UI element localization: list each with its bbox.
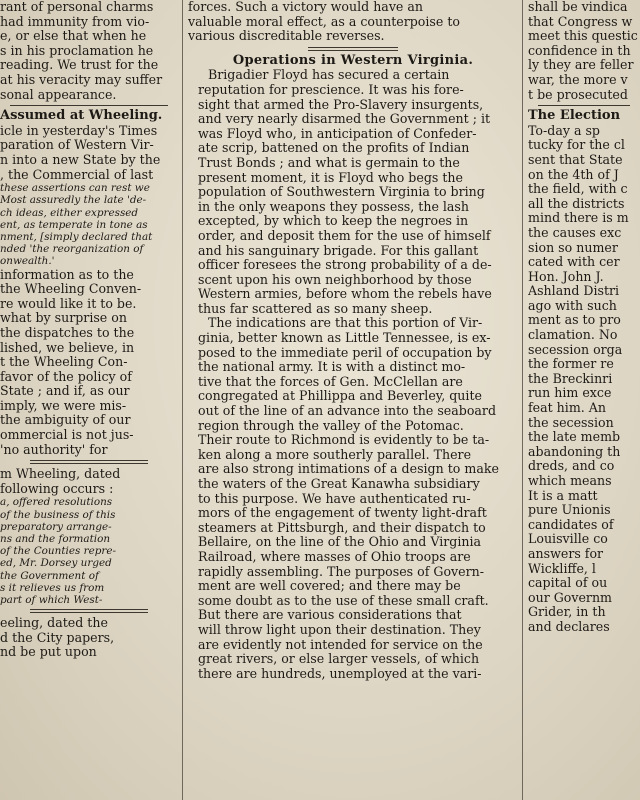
text-line: the Government of bbox=[0, 569, 99, 582]
text-line: icle in yesterday's Times bbox=[0, 123, 158, 138]
text-line: the waters of the Great Kanawha subsidiary bbox=[198, 477, 480, 491]
text-line: t the Wheeling Con- bbox=[0, 355, 128, 370]
text-line: d the City papers, bbox=[0, 630, 115, 645]
text-line: the Wheeling Conven- bbox=[0, 282, 142, 297]
text-line: present moment, it is Floyd who begs the bbox=[198, 170, 463, 185]
text-line: eeling, dated the bbox=[0, 616, 108, 631]
right-article-text bbox=[528, 124, 640, 635]
text-line: sent that State bbox=[528, 152, 623, 167]
separator bbox=[10, 105, 168, 106]
text-line: rant of personal charms bbox=[0, 0, 154, 14]
text-line: Ashland Distri bbox=[528, 284, 620, 299]
text-line: some doubt as to the use of these small craft. bbox=[198, 593, 489, 608]
text-line: e, or else that when he bbox=[0, 29, 147, 44]
left-column bbox=[0, 0, 178, 800]
text-line: re would like it to be. bbox=[0, 296, 137, 311]
text-line: n into a new State by the bbox=[0, 152, 161, 167]
text-line: the national army. It is with a distinct mo- bbox=[198, 360, 466, 375]
text-line: there are hundreds, unemployed at the vari- bbox=[198, 666, 482, 681]
text-line: pure Unionis bbox=[528, 503, 611, 518]
text-line: But there are various considerations that bbox=[198, 608, 462, 623]
text-line: Louisville co bbox=[528, 532, 608, 547]
text-line: and declares bbox=[528, 619, 610, 634]
text-line: ed, Mr. Dorsey urged bbox=[0, 557, 112, 570]
text-line: congregated at Phillippa and Beverley, quite bbox=[198, 389, 482, 404]
text-line: of the Counties repre- bbox=[0, 545, 116, 558]
middle-column bbox=[188, 0, 518, 800]
text-line: mors of the engagement of twenty light-draft bbox=[198, 506, 487, 521]
text-line: imply, we were mis- bbox=[0, 398, 127, 413]
article-paragraph-2 bbox=[188, 316, 518, 681]
text-line: at his veracity may suffer bbox=[0, 72, 163, 87]
text-line: candidates of bbox=[528, 517, 614, 532]
left-bottom-text bbox=[0, 616, 178, 660]
right-heading: The Election bbox=[528, 108, 621, 124]
left-article-text bbox=[0, 124, 178, 182]
text-line: of the business of this bbox=[0, 508, 116, 521]
text-line: clamation. No bbox=[528, 328, 618, 343]
text-line: sight that armed the Pro-Slavery insurgents, bbox=[198, 97, 484, 112]
text-line: excepted, by which to keep the negroes in bbox=[198, 214, 469, 229]
text-line: Railroad, where masses of Ohio troops are bbox=[198, 549, 471, 564]
text-line: the ambiguity of our bbox=[0, 413, 131, 428]
text-line: tucky for the cl bbox=[528, 138, 625, 153]
text-line: Most assuredly the late 'de- bbox=[0, 194, 147, 207]
left-middle-text bbox=[0, 268, 178, 458]
separator bbox=[538, 105, 630, 106]
text-line: cated with cer bbox=[528, 255, 620, 270]
text-line: run him exce bbox=[528, 386, 612, 401]
text-line: Brigadier Floyd has secured a certain bbox=[208, 68, 450, 83]
text-line: the causes exc bbox=[528, 225, 622, 240]
text-line: Western armies, before whom the rebels have bbox=[198, 287, 492, 302]
text-line: reading. We trust for the bbox=[0, 58, 159, 73]
text-line: nd be put upon bbox=[0, 645, 97, 660]
text-line: mind there is m bbox=[528, 211, 629, 226]
text-line: out of the line of an advance into the seaboard bbox=[198, 404, 497, 419]
text-line: ginia, better known as Little Tennessee, is ex- bbox=[198, 331, 491, 346]
text-line: the secession bbox=[528, 415, 614, 430]
text-line: lished, we believe, in bbox=[0, 340, 135, 355]
text-line: these assertions can rest we bbox=[0, 182, 150, 195]
middle-top-text bbox=[188, 0, 518, 44]
text-line: thus far scattered as so many sheep. bbox=[198, 301, 433, 316]
text-line: scent upon his own neighborhood by those bbox=[198, 272, 472, 287]
text-line: Bellaire, on the line of the Ohio and Virginia bbox=[198, 535, 481, 550]
text-line: the Breckinri bbox=[528, 371, 613, 386]
left-quoted-text-2 bbox=[0, 496, 178, 606]
text-line: It is a matt bbox=[528, 488, 598, 503]
text-line: posed to the immediate peril of occupation by bbox=[198, 345, 492, 360]
right-column bbox=[528, 0, 640, 800]
right-top-text bbox=[528, 0, 640, 102]
article-paragraph-1 bbox=[188, 68, 518, 316]
text-line: and his sanguinary brigade. For this gallant bbox=[198, 243, 479, 258]
text-line: 'no authority' for bbox=[0, 442, 108, 457]
text-line: confidence in th bbox=[528, 43, 631, 58]
text-line: feat him. An bbox=[528, 401, 606, 416]
text-line: officer foresees the strong probability of a de- bbox=[198, 258, 492, 273]
text-line: nment, [simply declared that bbox=[0, 230, 153, 243]
left-quoted-text bbox=[0, 182, 178, 267]
text-line: that Congress w bbox=[528, 14, 633, 29]
text-line: meet this questic bbox=[528, 29, 638, 44]
text-line: ch ideas, either expressed bbox=[0, 206, 139, 219]
text-line: ommercial is not jus- bbox=[0, 428, 134, 443]
text-line: the field, with c bbox=[528, 182, 628, 197]
left-heading: Assumed at Wheeling. bbox=[0, 108, 163, 124]
text-line: To-day a sp bbox=[528, 123, 600, 138]
text-line: sion so numer bbox=[528, 240, 618, 255]
text-line: part of which West- bbox=[0, 594, 103, 607]
separator bbox=[30, 609, 148, 613]
text-line: t be prosecuted bbox=[528, 87, 628, 102]
text-line: , the Commercial of last bbox=[0, 167, 154, 182]
text-line: capital of ou bbox=[528, 576, 608, 591]
left-lower-text bbox=[0, 467, 178, 496]
text-line: nded 'the reorganization of bbox=[0, 243, 144, 256]
text-line: ment as to pro bbox=[528, 313, 621, 328]
text-line: information as to the bbox=[0, 267, 134, 282]
text-line: following occurs : bbox=[0, 481, 114, 496]
text-line: the late memb bbox=[528, 430, 621, 445]
text-line: steamers at Pittsburgh, and their dispatch to bbox=[198, 520, 486, 535]
text-line: was Floyd who, in anticipation of Confeder- bbox=[198, 126, 477, 141]
text-line: valuable moral effect, as a counterpoise to bbox=[188, 14, 460, 29]
text-line: in the only weapons they possess, the lash bbox=[198, 199, 470, 214]
text-line: The indications are that this portion of Vir- bbox=[208, 316, 483, 331]
text-line: onwealth.' bbox=[0, 255, 55, 268]
text-line: are evidently not intended for service on the bbox=[198, 637, 483, 652]
text-line: favor of the policy of bbox=[0, 369, 132, 384]
column-rule-left bbox=[182, 0, 183, 800]
text-line: to this purpose. We have authenticated ru- bbox=[198, 491, 471, 506]
text-line: region through the valley of the Potomac. bbox=[198, 418, 464, 433]
text-line: the former re bbox=[528, 357, 614, 372]
text-line: sonal appearance. bbox=[0, 87, 117, 102]
text-line: will throw light upon their destination. They bbox=[198, 622, 481, 637]
text-line: ent, as temperate in tone as bbox=[0, 218, 148, 231]
text-line: answers for bbox=[528, 546, 604, 561]
text-line: a, offered resolutions bbox=[0, 496, 113, 509]
text-line: Their route to Richmond is evidently to be ta- bbox=[198, 433, 490, 448]
text-line: abandoning th bbox=[528, 444, 621, 459]
text-line: secession orga bbox=[528, 342, 623, 357]
text-line: had immunity from vio- bbox=[0, 14, 150, 29]
text-line: rapidly assembling. The purposes of Govern- bbox=[198, 564, 484, 579]
text-line: dreds, and co bbox=[528, 459, 615, 474]
text-line: Hon. John J. bbox=[528, 269, 604, 284]
text-line: the dispatches to the bbox=[0, 325, 135, 340]
text-line: population of Southwestern Virginia to bring bbox=[198, 185, 485, 200]
text-line: ment are well covered; and there may be bbox=[198, 579, 461, 594]
text-line: reputation for prescience. It was his fore- bbox=[198, 82, 464, 97]
text-line: are also strong intimations of a design to make bbox=[198, 462, 499, 477]
text-line: forces. Such a victory would have an bbox=[188, 0, 424, 14]
column-rule-right bbox=[522, 0, 523, 800]
text-line: s in his proclamation he bbox=[0, 43, 154, 58]
text-line: all the districts bbox=[528, 196, 625, 211]
text-line: which means bbox=[528, 474, 612, 488]
text-line: Wickliffe, l bbox=[528, 561, 596, 576]
text-line: preparatory arrange- bbox=[0, 520, 112, 533]
text-line: ate scrip, battened on the profits of Indian bbox=[198, 141, 470, 156]
article-heading: Operations in Western Virginia. bbox=[232, 52, 474, 68]
text-line: State ; and if, as our bbox=[0, 384, 130, 399]
text-line: ns and the formation bbox=[0, 533, 111, 546]
text-line: ken along a more southerly parallel. There bbox=[198, 447, 472, 462]
text-line: ago with such bbox=[528, 298, 617, 313]
text-line: shall be vindica bbox=[528, 0, 628, 14]
text-line: s it relieves us from bbox=[0, 581, 105, 594]
text-line: war, the more v bbox=[528, 72, 628, 87]
text-line: Trust Bonds ; and what is germain to the bbox=[198, 155, 460, 170]
text-line: m Wheeling, dated bbox=[0, 467, 121, 482]
text-line: order, and deposit them for the use of himself bbox=[198, 228, 491, 243]
text-line: our Governm bbox=[528, 590, 612, 605]
text-line: great rivers, or else larger vessels, of which bbox=[198, 652, 480, 667]
text-line: what by surprise on bbox=[0, 311, 127, 326]
text-line: and very nearly disarmed the Government ; it bbox=[198, 112, 491, 127]
text-line: on the 4th of J bbox=[528, 167, 619, 182]
text-line: tive that the forces of Gen. McClellan are bbox=[198, 374, 463, 389]
text-line: Grider, in th bbox=[528, 605, 606, 620]
left-top-text bbox=[0, 0, 178, 102]
separator bbox=[30, 460, 148, 464]
text-line: paration of Western Vir- bbox=[0, 138, 154, 153]
separator bbox=[308, 47, 398, 51]
text-line: ly they are feller bbox=[528, 58, 634, 73]
text-line: various discreditable reverses. bbox=[188, 29, 385, 44]
